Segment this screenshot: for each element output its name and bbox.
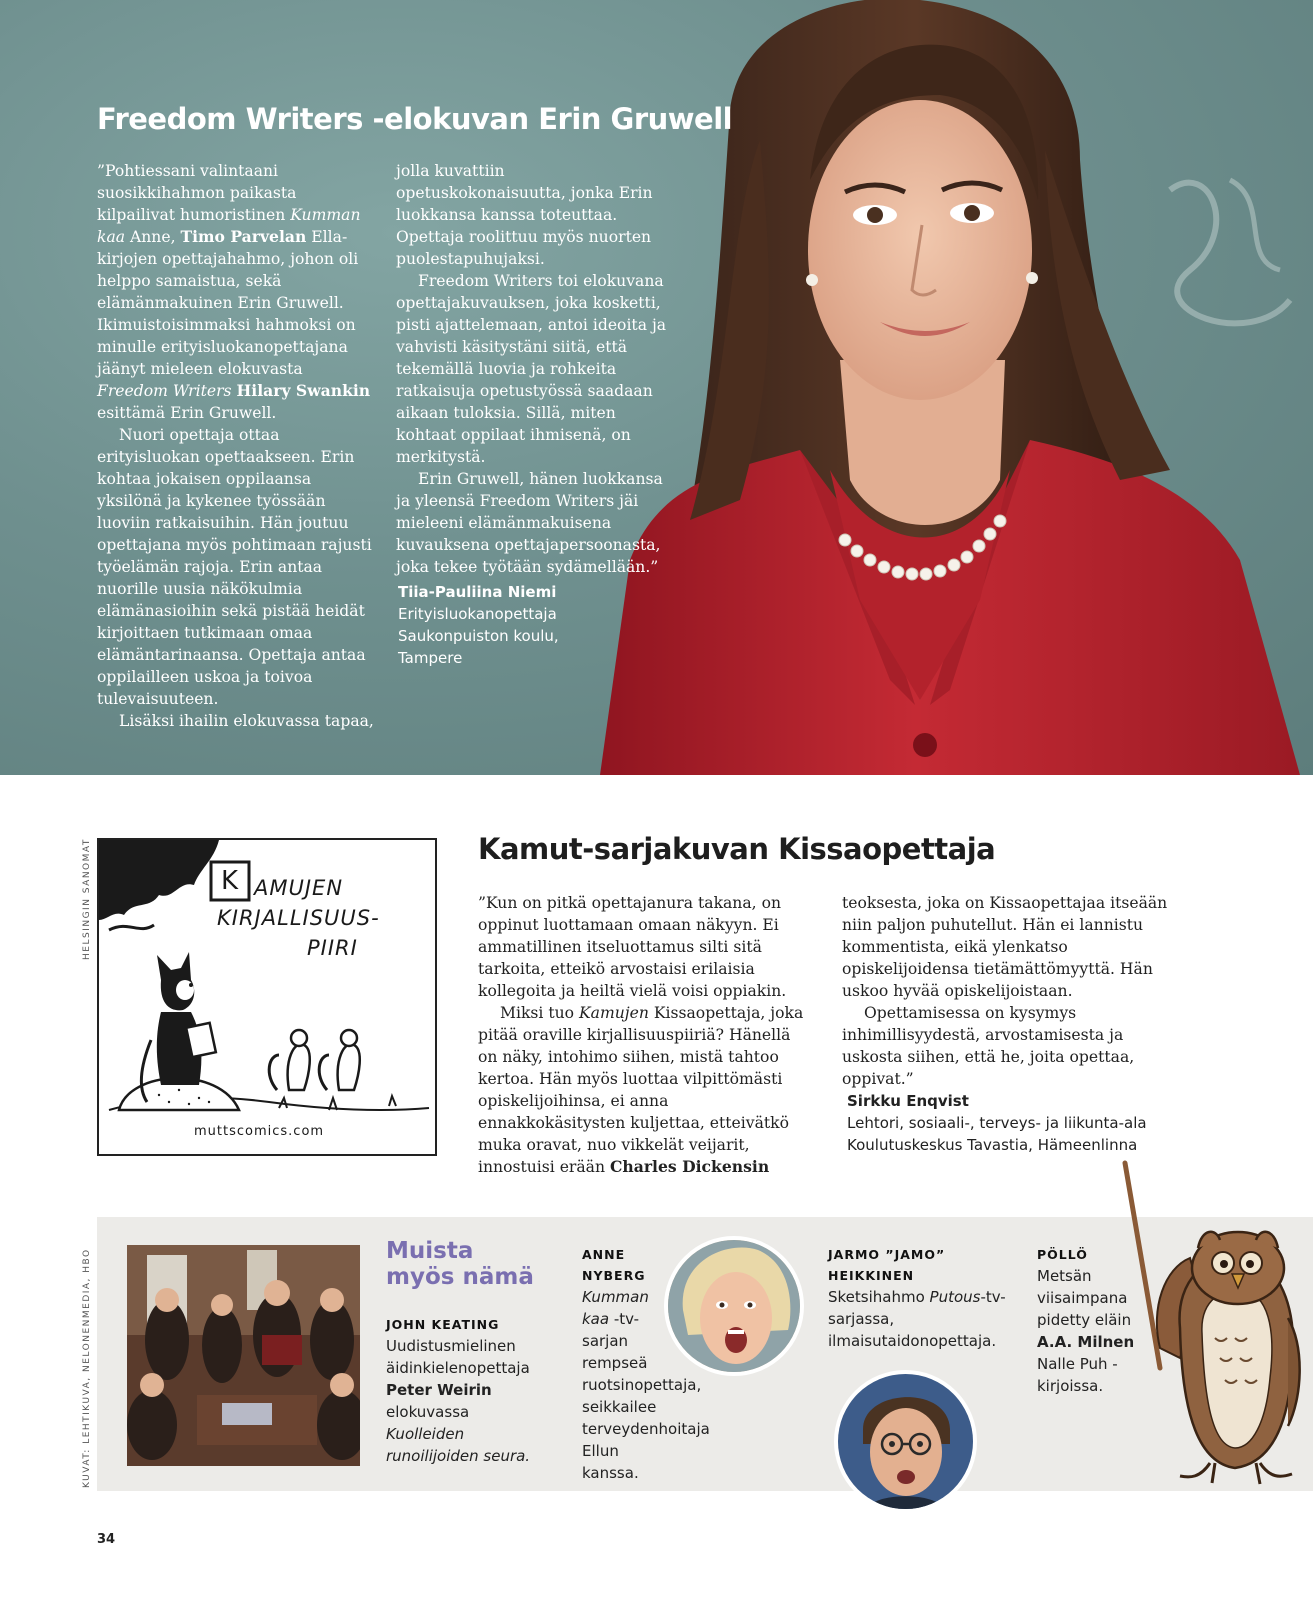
text-run: ”Kun on pitkä opettajanura takana, on oppinut luottamaan omaan näkyyn. Ei ammatillinen itseluottamus silti sitä tarkoita, etteikö arvostaisi erilaisia kollegoita ja heiltä vielä voisi oppiakin. — [478, 894, 787, 1000]
text-run: teoksesta, joka on Kissaopettajaa itseään niin paljon puhutellut. Hän ei lannistu kommentista, eikä ylenkatso opiskelijoidensa tietämättömyyttä. Hän uskoo hyvää opiskelijoistaan. — [842, 894, 1168, 1000]
text-run: -tv-sarjan rempseä ruotsinopettaja, seikkailee terveydenhoitaja Ellun kanssa. — [582, 1310, 710, 1482]
text-run: Miksi tuo — [500, 1004, 580, 1022]
text-run: Sketsihahmo — [828, 1288, 930, 1306]
text-run: Kamujen — [579, 1004, 649, 1022]
owl-illustration — [1120, 1158, 1310, 1503]
jamo-heikkinen-photo — [834, 1370, 977, 1513]
text-run: Putous — [929, 1288, 981, 1306]
signature-role: Erityisluokanopettaja — [398, 605, 557, 623]
jamo-name-line1: JARMO ”JAMO” — [828, 1247, 946, 1262]
mutts-comic-panel — [97, 838, 437, 1156]
middle-signature — [847, 1090, 1207, 1156]
text-run: Freedom Writers toi elokuvana opettajakuvauksen, joka kosketti, pisti ajattelemaan, antoi ideoita ja vahvisti käsitystäni siitä, että tekemällä luovia ja rohkeita ratkaisuja opetustyössä saadaan aikaan tuloksia. Sillä, miten kohtaat oppilaat ihmisenä, on merkitystä. — [396, 272, 667, 466]
paragraph — [478, 892, 813, 1002]
text-run: Peter Weirin — [386, 1381, 492, 1399]
dead-poets-society-photo — [127, 1245, 360, 1466]
box-heading-line2: myös nämä — [386, 1264, 534, 1290]
jamo-name-line2: HEIKKINEN — [828, 1268, 915, 1283]
page-number: 34 — [97, 1532, 116, 1547]
signature-role: Lehtori, sosiaali-, terveys- ja liikunta-ala — [847, 1114, 1147, 1132]
text-run: Erin Gruwell, hänen luokkansa ja yleensä Freedom Writers jäi mieleeni elämänmakuisena kuvauksena opettajapersoonasta, joka tekee työtään sydämellään.” — [396, 470, 663, 576]
signature-school: Koulutuskeskus Tavastia, Hämeenlinna — [847, 1136, 1138, 1154]
text-run: Kissaopettaja, joka pitää oraville kirjallisuuspiiriä? Hänellä on näky, intohimo siihen, mistä tahtoo kertoa. Hän myös luottaa vilpittömästi opiskelijoihinsa, ei anna ennakkokäsitysten kuljettaa, etteivätkö muka oravat, nuo vikkelät veijarit, innostuisi erään — [478, 1004, 804, 1176]
text-run: Freedom Writers — [97, 382, 232, 400]
hero-column-2 — [396, 160, 676, 578]
middle-column-1 — [478, 892, 813, 1178]
middle-title: Kamut-sarjakuvan Kissaopettaja — [478, 832, 996, 866]
signature-name: Sirkku Enqvist — [847, 1092, 969, 1110]
text-run: elokuvassa — [386, 1403, 470, 1421]
box-heading-line1: Muista — [386, 1238, 474, 1264]
keating-entry — [386, 1314, 551, 1467]
paragraph — [396, 160, 676, 270]
signature-city: Tampere — [398, 649, 463, 667]
text-run: ”Pohtiessani valintaani suosikkihahmon paikasta kilpailivat humoristinen — [97, 162, 297, 224]
comic-letter-k: K — [221, 866, 239, 896]
text-run: Timo Parvelan — [180, 227, 307, 246]
paragraph — [97, 424, 375, 710]
jamo-caption — [828, 1286, 1018, 1352]
text-run: Uudistusmielinen äidinkielenopettaja — [386, 1337, 530, 1377]
keating-caption — [386, 1335, 551, 1467]
anne-caption — [582, 1286, 710, 1484]
middle-column-2 — [842, 892, 1182, 1090]
signature-name: Tiia-Pauliina Niemi — [398, 583, 557, 601]
text-run: jolla kuvattiin opetuskokonaisuutta, jonka Erin luokkansa kanssa toteuttaa. Opettaja roolittuu myös nuorten puolestapuhujaksi. — [396, 162, 653, 268]
text-run: Anne, — [125, 228, 181, 246]
paragraph — [97, 160, 375, 424]
text-run: Ella-kirjojen opettajahahmo, johon oli helppo samaistua, sekä elämänmakuinen Erin Gruwell. Ikimuistoisimmaksi hahmoksi on minulle erityisluokanopettajana jäänyt mieleen elokuvasta — [97, 228, 359, 378]
anne-name-line1: ANNE — [582, 1247, 626, 1262]
classroom-photo-drawing — [127, 1245, 360, 1466]
text-run: Nuori opettaja ottaa erityisluokan opettaakseen. Erin kohtaa jokaisen oppilaansa yksilönä ja kykenee työssään luoviin ratkaisuihin. Hän joutuu opettajana myös pohtimaan rajusti työelämän rajoja. Erin antaa nuorille uusia näkökulmia elämänasioihin sekä pistää heidät kirjoittaen tutkimaan omaa elämäntarinaansa. Opettaja antaa oppilailleen uskoa ja toivoa tulevaisuuteen. — [97, 426, 372, 708]
anne-nyberg-photo — [664, 1236, 804, 1376]
text-run: esittämä Erin Gruwell. — [97, 404, 277, 422]
comic-title-line1: AMUJEN — [254, 876, 344, 900]
paragraph — [396, 270, 676, 468]
text-run: Metsän viisaimpana pidetty eläin — [1037, 1267, 1132, 1329]
text-run: Hilary Swankin — [236, 381, 371, 400]
hero-title: Freedom Writers -elokuvan Erin Gruwell — [97, 102, 733, 136]
anne-name-line2: NYBERG — [582, 1268, 646, 1283]
anne-face-drawing — [668, 1240, 800, 1372]
box-heading — [386, 1238, 534, 1290]
text-run: Lisäksi ihailin elokuvassa tapaa, — [119, 712, 374, 730]
paragraph — [842, 892, 1182, 1002]
paragraph — [97, 710, 375, 732]
text-run: Nalle Puh -kirjoissa. — [1037, 1355, 1118, 1395]
comic-website: muttscomics.com — [194, 1124, 325, 1139]
jamo-entry — [828, 1244, 1018, 1352]
hero-signature — [398, 581, 678, 669]
keating-name: JOHN KEATING — [386, 1317, 500, 1332]
text-run: Charles Dickensin — [609, 1157, 770, 1176]
photo-credit-comic: HELSINGIN SANOMAT — [82, 838, 92, 960]
paragraph — [478, 1002, 813, 1178]
paragraph — [396, 468, 676, 578]
comic-title-line3: PIIRI — [307, 936, 358, 960]
pollo-name: PÖLLÖ — [1037, 1247, 1088, 1262]
hero-column-1 — [97, 160, 375, 732]
text-run: Kumman kaa — [97, 206, 361, 246]
text-run: Opettamisessa on kysymys inhimillisyydestä, arvostamisesta ja uskosta siihen, että he, joita opettaa, oppivat.” — [842, 1004, 1135, 1088]
jamo-face-drawing — [838, 1374, 973, 1509]
comic-title-line2: KIRJALLISUUS- — [217, 906, 380, 930]
signature-school: Saukonpuiston koulu, — [398, 627, 559, 645]
paragraph — [842, 1002, 1182, 1090]
text-run: -tv-sarjassa, ilmaisutaidonopettaja. — [828, 1288, 1006, 1350]
text-run: Kuolleiden runoilijoiden seura. — [386, 1425, 531, 1465]
text-run: Kumman kaa — [582, 1288, 649, 1328]
photo-credit-bottom: KUVAT: LEHTIKUVA, NELONENMEDIA, HBO — [82, 1248, 92, 1488]
text-run: A.A. Milnen — [1037, 1333, 1135, 1351]
